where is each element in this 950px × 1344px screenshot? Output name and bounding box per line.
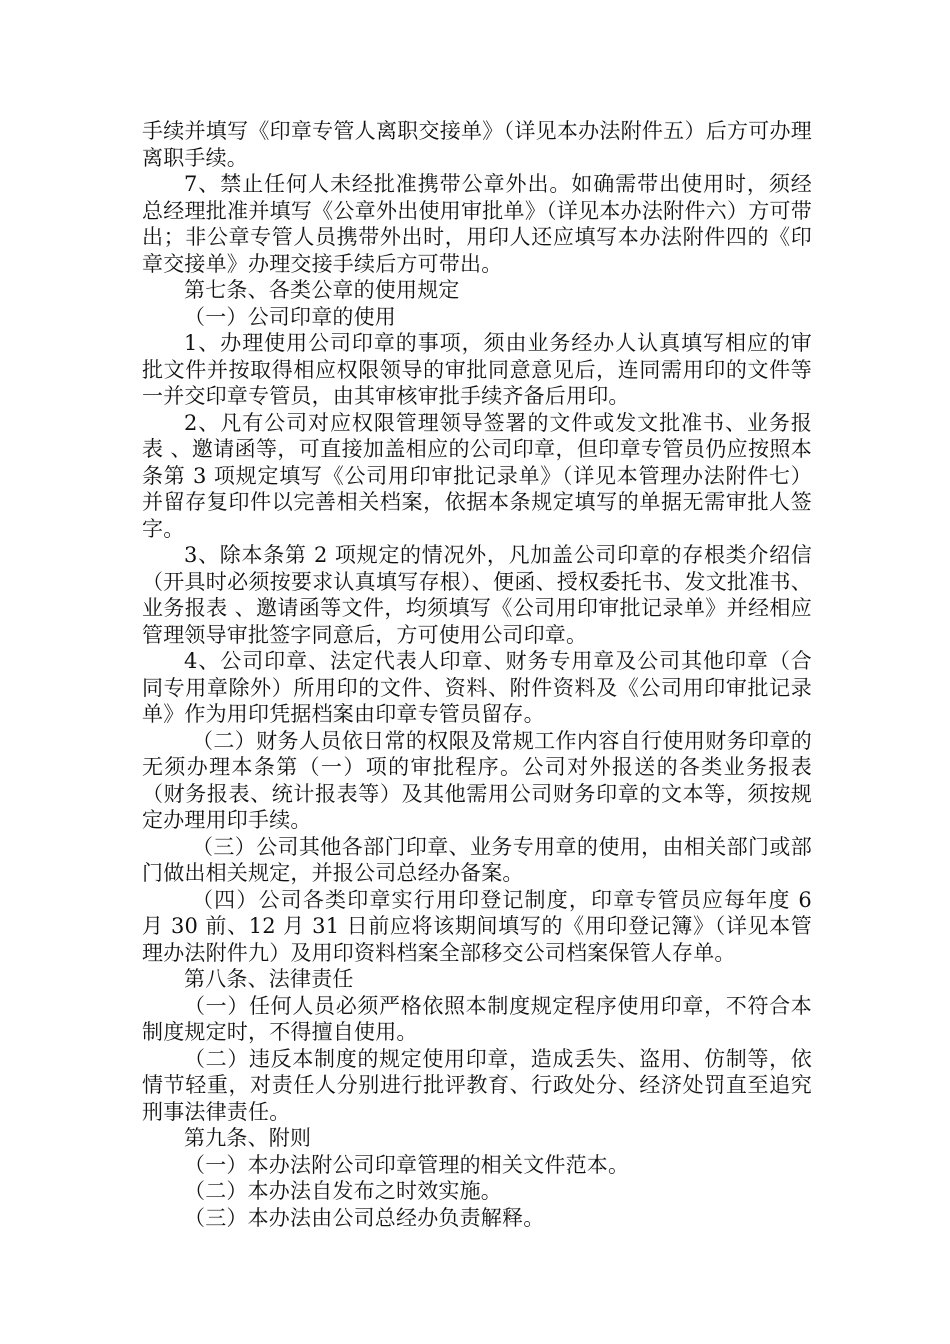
article-8-clause-1: （一）任何人员必须严格依照本制度规定程序使用印章，不符合本制度规定时，不得擅自使用。	[142, 993, 812, 1044]
section-4-paragraph: （四）公司各类印章实行用印登记制度，印章专管员应每年度 6 月 30 前、12 月 31 日前应将该期间填写的《用印登记簿》（详见本管理办法附件九）及用印资料档案全部移交公司档案保管人存单。	[142, 887, 812, 965]
document-page	[142, 118, 812, 1231]
section-3-paragraph: （三）公司其他各部门印章、业务专用章的使用，由相关部门或部门做出相关规定，并报公司总经办备案。	[142, 834, 812, 885]
article-9-clause-3: （三）本办法由公司总经办负责解释。	[184, 1205, 545, 1230]
article-8-heading: 第八条、法律责任	[184, 967, 354, 991]
article-8-clause-2: （二）违反本制度的规定使用印章，造成丢失、盗用、仿制等，依情节轻重，对责任人分别进行批评教育、行政处分、经济处罚直至追究刑事法律责任。	[142, 1046, 812, 1124]
paragraph-item-3: 3、除本条第 2 项规定的情况外，凡加盖公司印章的存根类介绍信（开具时必须按要求认真填写存根）、便函、授权委托书、发文批准书、业务报表 、邀请函等文件，均须填写《公司用印审批记录单》并经相应管理领导审批签字同意后，方可使用公司印章。	[142, 543, 812, 647]
paragraph-continuation: 手续并填写《印章专管人离职交接单》（详见本办法附件五）后方可办理离职手续。	[142, 119, 812, 170]
paragraph-item-4: 4、公司印章、法定代表人印章、财务专用章及公司其他印章（合同专用章除外）所用印的文件、资料、附件资料及《公司用印审批记录单》作为用印凭据档案由印章专管员留存。	[142, 649, 812, 726]
article-7-heading: 第七条、各类公章的使用规定	[184, 278, 460, 302]
paragraph-item-2: 2、凡有公司对应权限管理领导签署的文件或发文批准书、业务报表 、邀请函等，可直接加盖相应的公司印章，但印章专管员仍应按照本条第 3 项规定填写《公司用印审批记录单》（详见本管理办法附件七）并留存复印件以完善相关档案，依据本条规定填写的单据无需审批人签字。	[142, 410, 812, 541]
section-2-paragraph: （二）财务人员依日常的权限及常规工作内容自行使用财务印章的无须办理本条第（一）项的审批程序。公司对外报送的各类业务报表（财务报表、统计报表等）及其他需用公司财务印章的文本等，须按规定办理用印手续。	[142, 728, 812, 832]
paragraph-item-1: 1、办理使用公司印章的事项，须由业务经办人认真填写相应的审批文件并按取得相应权限领导的审批同意意见后，连同需用印的文件等一并交印章专管员，由其审核审批手续齐备后用印。	[142, 331, 812, 408]
article-9-heading: 第九条、附则	[184, 1126, 312, 1150]
section-1-heading: （一）公司印章的使用	[184, 304, 396, 329]
article-9-clause-1: （一）本办法附公司印章管理的相关文件范本。	[184, 1152, 630, 1177]
article-9-clause-2: （二）本办法自发布之时效实施。	[184, 1179, 502, 1203]
paragraph-item-7: 7、禁止任何人未经批准携带公章外出。如确需带出使用时，须经总经理批准并填写《公章外出使用审批单》（详见本办法附件六）方可带出；非公章专管人员携带外出时，用印人还应填写本办法附件四的《印章交接单》办理交接手续后方可带出。	[142, 172, 812, 276]
